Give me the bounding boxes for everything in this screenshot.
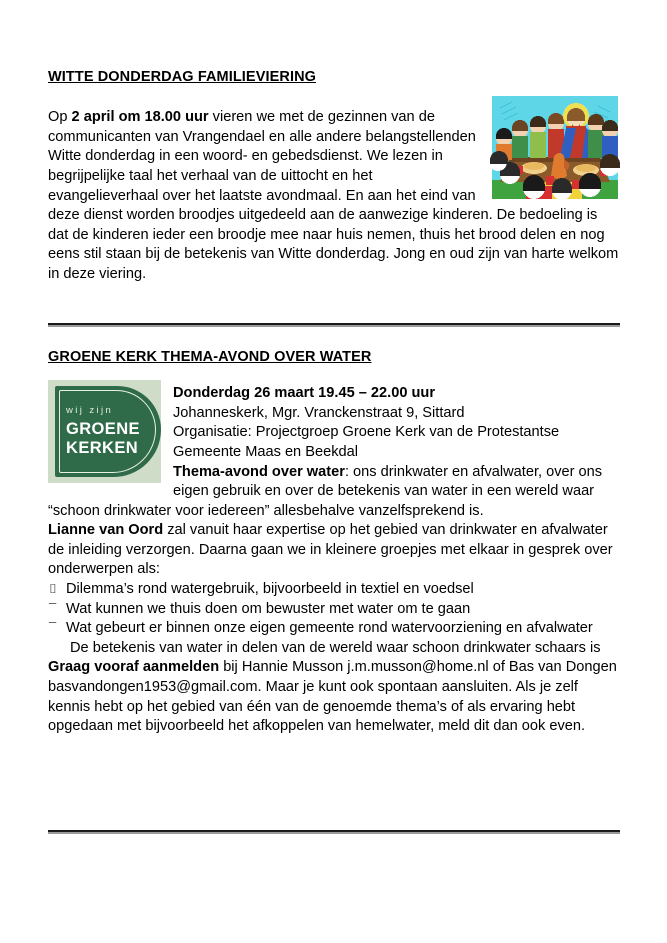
page-title-groene-kerk: GROENE KERK THEMA-AVOND OVER WATER xyxy=(48,349,372,365)
signup-text: bij Hannie Musson j.m.musson@home.nl of Bas van Dongen basvandongen1953@gmail.com. Maar je kunt ook spontaan aansluiten. Als je zelf kennis hebt op het gebied van één van de genoemde thema’s of als ervaring hebt opgedaan met bijvoorbeeld het afkoppelen van hemelwater, meld dit dan ook even. xyxy=(48,659,617,735)
para-bold-datetime: 2 april om 18.00 uur xyxy=(71,109,209,126)
list-item-label: Wat kunnen we thuis doen om bewuster met water om te gaan xyxy=(66,600,471,617)
groene-kerken-logo-figure xyxy=(48,380,161,483)
signup-label: Graag vooraf aanmelden xyxy=(48,659,220,676)
list-item-label: Wat gebeurt er binnen onze eigen gemeente rond watervoorziening en afvalwater xyxy=(66,620,593,637)
topic-list xyxy=(48,580,620,639)
groene-kerken-logo xyxy=(48,380,161,483)
divider-bottom xyxy=(48,830,620,834)
section-witte-donderdag xyxy=(48,68,620,284)
list-bullet-icon: ¯ xyxy=(49,620,57,636)
event-theme-label: Thema-avond over water xyxy=(173,463,345,480)
list-item-label: Dilemma’s rond watergebruik, bijvoorbeeld in textiel en voedsel xyxy=(66,581,474,598)
list-bullet-icon: ⌷ xyxy=(49,581,57,597)
speaker-name: Lianne van Oord xyxy=(48,522,164,539)
event-theme-text: : ons drinkwater en afvalwater, over ons eigen gebruik en over de betekenis van water in een wereld waar “schoon drinkwater voor iedereen” allesbehalve vanzelfsprekend is. xyxy=(48,463,603,519)
logo-line-kerken: KERKEN xyxy=(66,439,139,458)
topic-extra-line: De betekenis van water in delen van de wereld waar schoon drinkwater schaars is xyxy=(70,639,601,656)
para-prefix: Op xyxy=(48,109,72,126)
logo-line-groene: GROENE xyxy=(66,419,140,438)
list-item xyxy=(48,619,620,639)
speaker-text: zal vanuit haar expertise op het gebied van drinkwater en afvalwater de inleiding verzorgen. Daarna gaan we in kleinere groepjes met elkaar in gesprek over onderwerpen als: xyxy=(48,522,613,578)
list-item xyxy=(48,580,620,600)
last-supper-illustration xyxy=(490,94,620,201)
divider-top xyxy=(48,323,620,327)
event-location: Johanneskerk, Mgr. Vranckenstraat 9, Sittard xyxy=(173,404,465,421)
list-bullet-icon: ¯ xyxy=(49,600,57,616)
last-supper-figure xyxy=(490,94,620,201)
logo-text-block xyxy=(66,406,158,457)
event-organisation: Organisatie: Projectgroep Groene Kerk van de Protestantse Gemeente Maas en Beekdal xyxy=(173,424,560,460)
list-item xyxy=(48,600,620,620)
logo-line-wij-zijn: wij zijn xyxy=(66,405,114,417)
section-groene-kerk xyxy=(48,348,620,737)
paragraph-signup xyxy=(48,658,620,736)
event-datetime: Donderdag 26 maart 19.45 – 22.00 uur xyxy=(173,385,435,402)
para-rest: vieren we met de gezinnen van de communicanten van Vrangendael en alle andere belangstellenden Witte donderdag in een woord- en gebedsdienst. We lezen in begrijpelijke taal het verhaal van de uittocht en het evangelieverhaal over het laatste avondmaal. En aan het eind van deze dienst worden broodjes uitgedeeld aan de aanwezige kinderen. De bedoeling is dat de kinderen ieder een broodje mee naar huis nemen, thuis het brood delen en nog eens stil staan bij de betekenis van Witte donderdag. Jong en oud zijn van harte welkom in deze viering. xyxy=(48,109,619,282)
document-page xyxy=(48,0,620,943)
page-title-witte-donderdag: WITTE DONDERDAG FAMILIEVIERING xyxy=(48,69,317,85)
